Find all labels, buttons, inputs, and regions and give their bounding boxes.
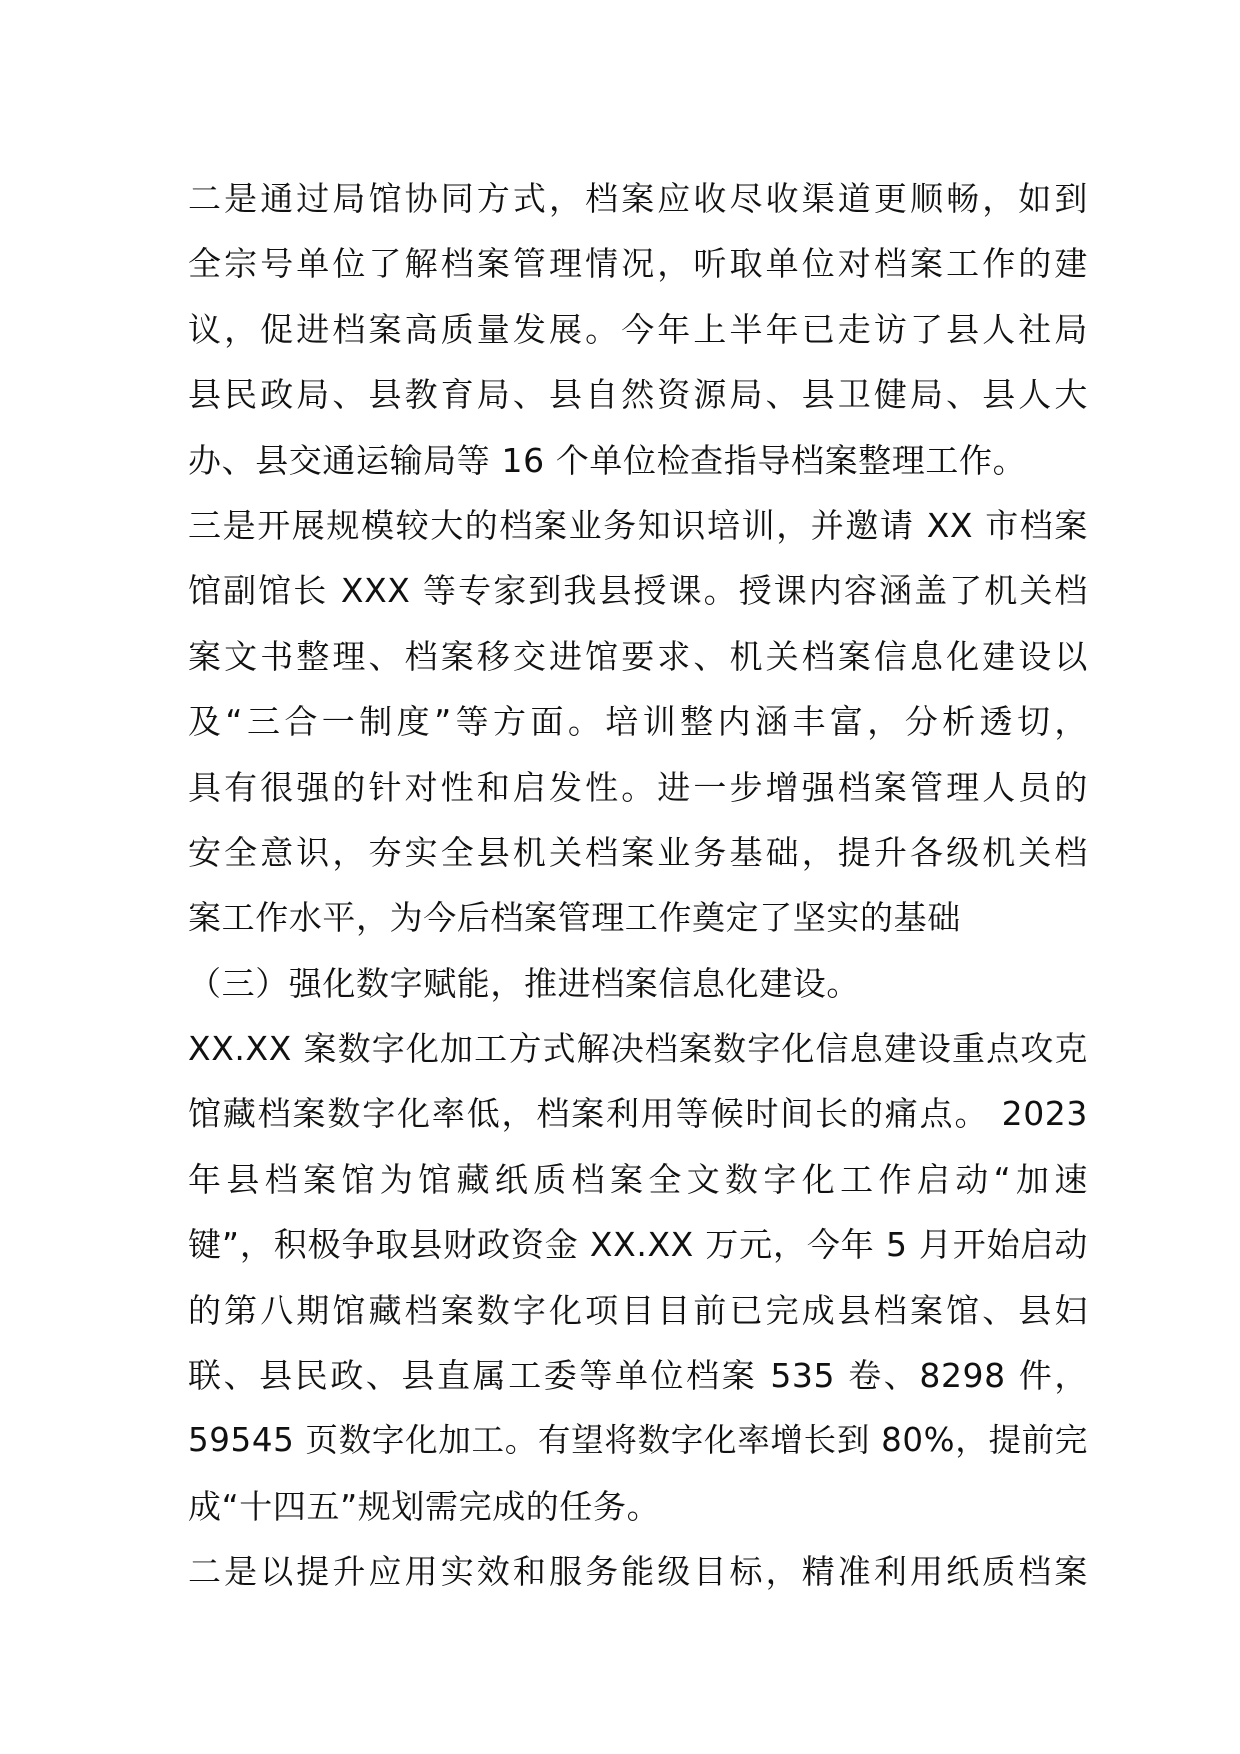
text-line: 具有很强的针对性和启发性。进一步增强档案管理人员的 <box>188 767 1088 807</box>
text-line: 案工作水平，为今后档案管理工作奠定了坚实的基础 <box>188 898 961 938</box>
section-heading: （三）强化数字赋能，推进档案信息化建设。 <box>188 963 860 1003</box>
text-line: 成“十四五”规划需完成的任务。 <box>188 1486 661 1526</box>
text-line: 案文书整理、档案移交进馆要求、机关档案信息化建设以 <box>188 636 1088 676</box>
text-line: 馆副馆长 XXX 等专家到我县授课。授课内容涵盖了机关档 <box>188 571 1088 611</box>
text-line: 馆藏档案数字化率低，档案利用等候时间长的痛点。 2023 <box>188 1094 1088 1134</box>
text-line: 安全意识，夯实全县机关档案业务基础，提升各级机关档 <box>188 832 1088 872</box>
text-line: 全宗号单位了解档案管理情况，听取单位对档案工作的建 <box>188 244 1088 284</box>
text-line: 三是开展规模较大的档案业务知识培训，并邀请 XX 市档案 <box>188 505 1088 545</box>
text-line: 的第八期馆藏档案数字化项目目前已完成县档案馆、县妇 <box>188 1290 1088 1330</box>
text-line: 议，促进档案高质量发展。今年上半年已走访了县人社局 <box>188 309 1088 349</box>
text-line: 县民政局、县教育局、县自然资源局、县卫健局、县人大 <box>188 375 1088 415</box>
text-line: 键”，积极争取县财政资金 XX.XX 万元，今年 5 月开始启动 <box>188 1225 1088 1265</box>
text-line: 年县档案馆为馆藏纸质档案全文数字化工作启动“加速 <box>188 1159 1088 1199</box>
text-line: 办、县交通运输局等 16 个单位检查指导档案整理工作。 <box>188 440 1027 480</box>
text-line: 联、县民政、县直属工委等单位档案 535 卷、8298 件， <box>188 1356 1088 1396</box>
text-line: 二是通过局馆协同方式，档案应收尽收渠道更顺畅，如到 <box>188 179 1088 218</box>
text-line: 二是以提升应用实效和服务能级目标，精准利用纸质档案 <box>188 1552 1088 1592</box>
text-line: 及“三合一制度”等方面。培训整内涵丰富，分析透切， <box>188 702 1088 742</box>
text-line: 59545 页数字化加工。有望将数字化率增长到 80%，提前完 <box>188 1421 1088 1460</box>
text-line: XX.XX 案数字化加工方式解决档案数字化信息建设重点攻克 <box>188 1029 1088 1069</box>
document-body <box>188 166 1088 1605</box>
